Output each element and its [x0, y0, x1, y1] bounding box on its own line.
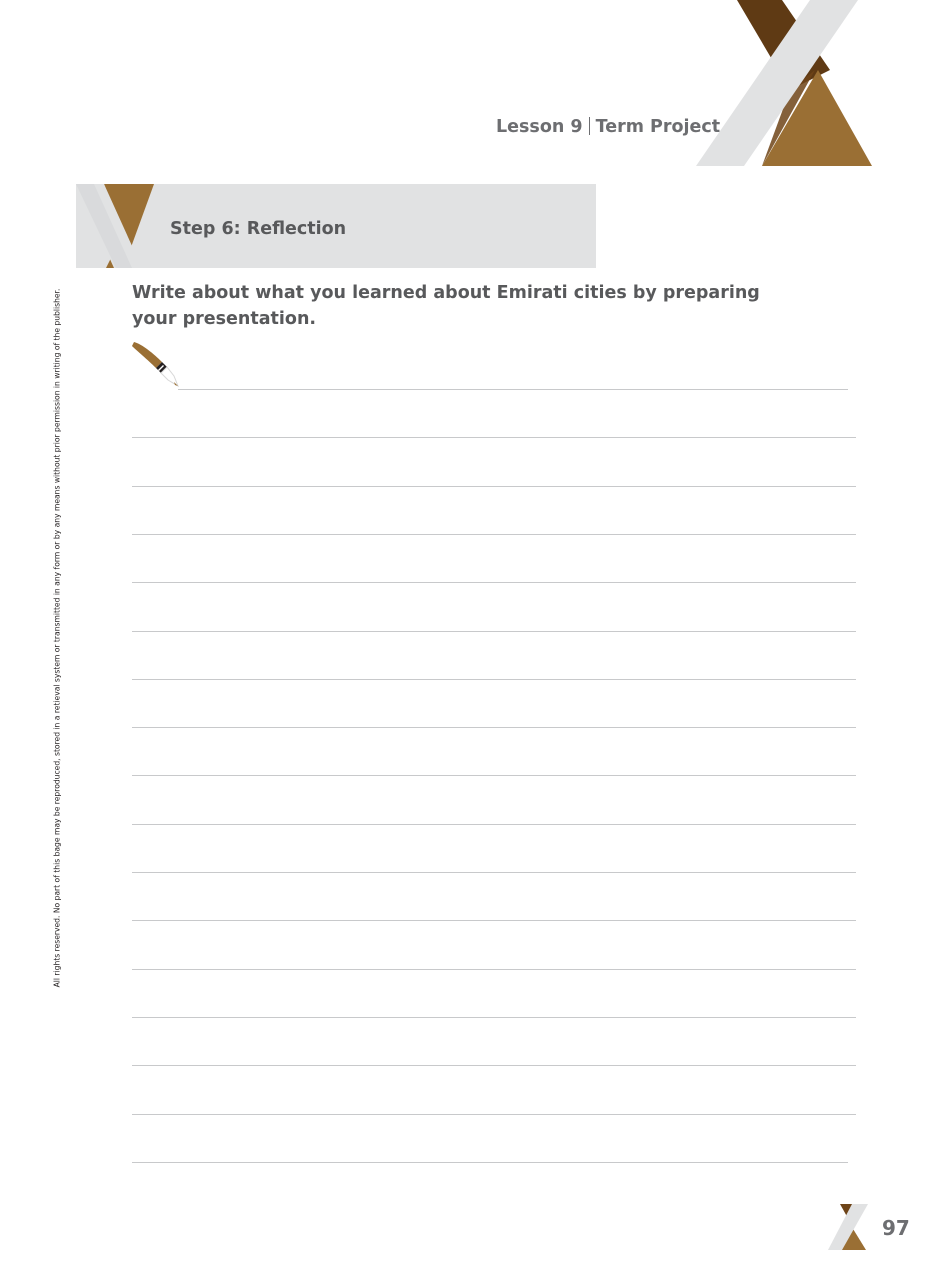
writing-line[interactable] [132, 534, 856, 535]
writing-line[interactable] [132, 824, 856, 825]
writing-line[interactable] [178, 389, 848, 390]
lesson-label: Lesson 9 [496, 117, 583, 137]
x-logo-decoration-top [690, 0, 880, 170]
writing-line[interactable] [132, 1162, 848, 1163]
writing-line[interactable] [132, 775, 856, 776]
writing-line[interactable] [132, 1114, 856, 1115]
writing-line[interactable] [132, 486, 856, 487]
writing-line[interactable] [132, 1017, 856, 1018]
x-logo-decoration-bottom [826, 1204, 874, 1252]
writing-line[interactable] [132, 920, 856, 921]
page-number: 97 [882, 1216, 910, 1240]
writing-line[interactable] [132, 727, 856, 728]
writing-line[interactable] [132, 582, 856, 583]
writing-line[interactable] [132, 631, 856, 632]
section-label: Term Project [595, 117, 721, 137]
step-title: Step 6: Reflection [170, 219, 347, 239]
writing-line[interactable] [132, 1065, 856, 1066]
writing-line[interactable] [132, 969, 856, 970]
copyright-notice: All rights reserved. No part of this bage may be reproduced, stored in a retieval system or transmitted in any form or by any means without prior permission in writing of the publisher. [52, 288, 62, 988]
writing-line[interactable] [132, 872, 856, 873]
header-divider [589, 117, 590, 135]
writing-line[interactable] [132, 679, 856, 680]
writing-line[interactable] [132, 437, 856, 438]
reflection-prompt: Write about what you learned about Emirati cities by preparing your presentation. [132, 283, 760, 329]
paintbrush-icon [128, 338, 186, 394]
lesson-header [496, 117, 720, 137]
